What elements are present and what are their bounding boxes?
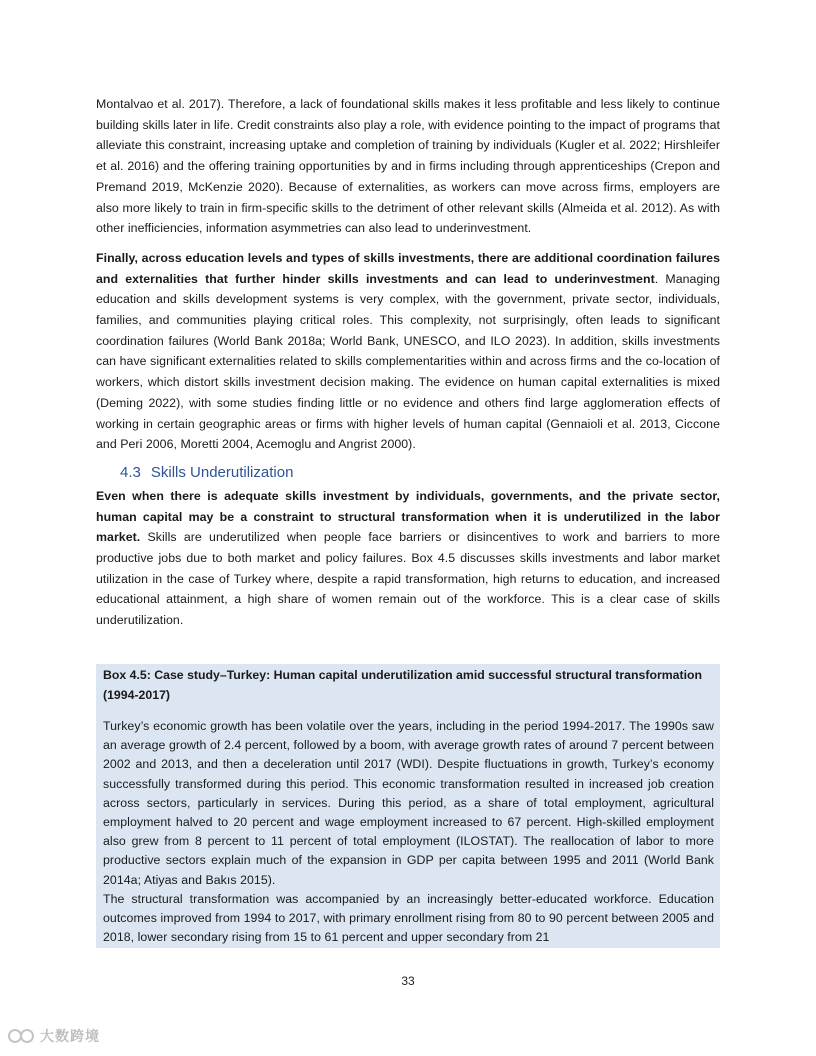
- section-title: Skills Underutilization: [150, 463, 294, 481]
- section-heading: [120, 462, 720, 484]
- section-number: 4.3: [120, 463, 141, 481]
- paragraph-2: [96, 248, 720, 455]
- watermark-text: 大数跨境: [40, 1028, 100, 1044]
- box-paragraph-2: The structural transformation was accompanied by an increasingly better-educated workforce. Education outcomes improved from 1994 to 2017, with primary enrollment rising from 80 to 90 percent between 2005 and 2018, lower secondary rising from 15 to 61 percent and upper secondary from 21: [103, 891, 714, 945]
- paragraph-3: [96, 486, 720, 631]
- box-title: Box 4.5: Case study–Turkey: Human capital underutilization amid successful structural transformation (1994-2017): [103, 668, 703, 702]
- box-paragraph-1: Turkey’s economic growth has been volatile over the years, including in the period 1994-2017. The 1990s saw an average growth of 2.4 percent, followed by a boom, with average growth rates of around 7 percent between 2002 and 2013, and then a deceleration until 2017 (WDI). Despite fluctuations in growth, Turkey’s economy successfully transformed during this period. This economic transformation resulted in increased job creation across sectors, particularly in services. During this period, as a share of total employment, agricultural employment halved to 20 percent and wage employment increased to 67 percent. High-skilled employment also grew from 8 percent to 11 percent of total employment (ILOSTAT). The reallocation of labor to more productive sectors explain much of the expansion in GDP per capita between 1995 and 2011 (World Bank 2014a; Atiyas and Bakıs 2015).: [103, 719, 714, 887]
- page-body: [96, 94, 720, 631]
- case-study-box: [96, 664, 720, 948]
- page-number: 33: [401, 974, 415, 988]
- paragraph-3-body: Skills are underutilized when people face barriers or disincentives to work and barriers to more productive jobs due to both market and policy failures. Box 4.5 discusses skills investments and labor market utilization in the case of Turkey where, despite a rapid transformation, high returns to education, and increased educational attainment, a high share of women remain out of the workforce. This is a clear case of skills underutilization.: [96, 530, 720, 628]
- paragraph-3-lead: Even when there is adequate skills investment by individuals, governments, and the private sector, human capital may be a constraint to structural transformation when it is underutilized in the labor market.: [96, 488, 720, 545]
- watermark-logo-icon: [8, 1028, 36, 1047]
- watermark: [8, 1026, 100, 1047]
- paragraph-2-body: . Managing education and skills development systems is very complex, with the government, private sector, individuals, families, and communities playing critical roles. This complexity, not surprisingly, often leads to significant coordination failures (World Bank 2018a; World Bank, UNESCO, and ILO 2023). In addition, skills investments can have significant externalities related to skills complementarities within and across firms and the co-location of workers, which distort skills investment decision making. The evidence on human capital externalities is mixed (Deming 2022), with some studies finding little or no evidence and others find large agglomeration effects of working in certain geographic areas or firms with higher levels of human capital (Gennaioli et al. 2013, Ciccone and Peri 2006, Moretti 2004, Acemoglu and Angrist 2000).: [96, 271, 720, 452]
- paragraph-1: Montalvao et al. 2017). Therefore, a lack of foundational skills makes it less profitable and less likely to continue building skills later in life. Credit constraints also play a role, with evidence pointing to the impact of programs that alleviate this constraint, increasing uptake and completion of training by individuals (Kugler et al. 2022; Hirshleifer et al. 2016) and the offering training opportunities by and in firms including through apprenticeships (Crepon and Premand 2019, McKenzie 2020). Because of externalities, as workers can move across firms, employers are also more likely to train in firm-specific skills to the detriment of other relevant skills (Almeida et al. 2012). As with other inefficiencies, information asymmetries can also lead to underinvestment.: [96, 97, 720, 236]
- paragraph-2-lead: Finally, across education levels and types of skills investments, there are additional coordination failures and externalities that further hinder skills investments and can lead to underinvestment: [96, 250, 720, 286]
